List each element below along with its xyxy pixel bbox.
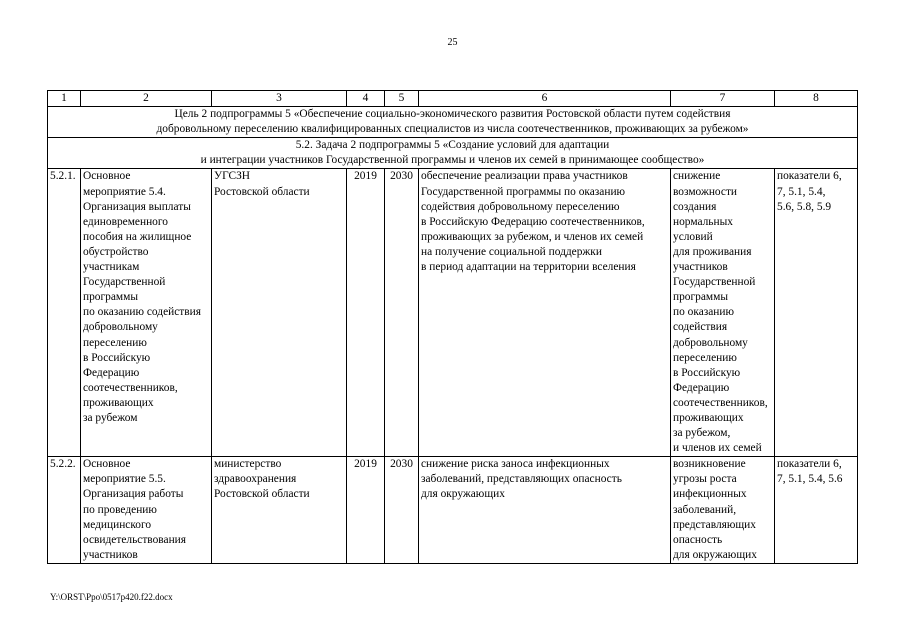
column-number-row bbox=[48, 91, 858, 107]
goal-cell bbox=[48, 107, 858, 138]
goal-line: Цель 2 подпрограммы 5 «Обеспечение социально-экономического развития Ростовской области путем содействия bbox=[174, 108, 731, 121]
expected-result bbox=[419, 169, 671, 457]
executor bbox=[212, 169, 347, 457]
program-table bbox=[47, 90, 858, 564]
column-header: 5 bbox=[385, 91, 419, 107]
executor-text: министерство здравоохранения Ростовской области bbox=[214, 458, 310, 501]
consequences-text: снижение возможности создания нормальных условий для проживания участников Государственной программы по оказанию содействия добровольному переселению в Российскую Федерацию соотечественников, проживающих за рубежом, и членов их семей bbox=[673, 170, 768, 455]
indicators bbox=[775, 169, 858, 457]
consequences bbox=[671, 169, 775, 457]
expected-result-text: снижение риска заноса инфекционных заболеваний, представляющих опасность для окружающих bbox=[421, 458, 622, 501]
column-header: 4 bbox=[347, 91, 385, 107]
indicators-text: показатели 6, 7, 5.1, 5.4, 5.6, 5.8, 5.9 bbox=[777, 170, 842, 213]
consequences-text: возникновение угрозы роста инфекционных заболеваний, представляющих опасность для окружающих bbox=[673, 458, 757, 561]
column-header: 6 bbox=[419, 91, 671, 107]
task-row bbox=[48, 138, 858, 169]
column-header: 7 bbox=[671, 91, 775, 107]
measure-name bbox=[81, 457, 212, 564]
executor bbox=[212, 457, 347, 564]
column-header: 8 bbox=[775, 91, 858, 107]
column-header: 1 bbox=[48, 91, 81, 107]
goal-line: добровольному переселению квалифицированных специалистов из числа соотечественников, проживающих за рубежом» bbox=[156, 123, 749, 136]
end-year: 2030 bbox=[385, 169, 419, 457]
expected-result-text: обеспечение реализации права участников Государственной программы по оказанию содействия добровольному переселению в Российскую Федерацию соотечественников, проживающих за рубежом, и членов их семей на получение социальной поддержки в период адаптации на территории вселения bbox=[421, 170, 645, 274]
column-header: 2 bbox=[81, 91, 212, 107]
executor-text: УГСЗН Ростовской области bbox=[214, 170, 310, 198]
task-line: 5.2. Задача 2 подпрограммы 5 «Создание условий для адаптации bbox=[295, 139, 610, 152]
row-number: 5.2.2. bbox=[48, 457, 81, 564]
end-year: 2030 bbox=[385, 457, 419, 564]
table-row bbox=[48, 457, 858, 564]
task-cell bbox=[48, 138, 858, 169]
measure-name bbox=[81, 169, 212, 457]
start-year: 2019 bbox=[347, 457, 385, 564]
task-line: и интеграции участников Государственной программы и членов их семей в принимающее сообщество» bbox=[200, 154, 705, 167]
indicators-text: показатели 6, 7, 5.1, 5.4, 5.6 bbox=[777, 458, 843, 486]
goal-row bbox=[48, 107, 858, 138]
consequences bbox=[671, 457, 775, 564]
start-year: 2019 bbox=[347, 169, 385, 457]
measure-name-text: Основное мероприятие 5.5. Организация работы по проведению медицинского освидетельствования участников bbox=[83, 458, 187, 561]
table-row bbox=[48, 169, 858, 457]
page-number: 25 bbox=[447, 37, 458, 48]
column-header: 3 bbox=[212, 91, 347, 107]
indicators bbox=[775, 457, 858, 564]
measure-name-text: Основное мероприятие 5.4. Организация выплаты единовременного пособия на жилищное обустройство участникам Государственной программы по оказанию содействия добровольному переселению в Российскую Федерацию соотечественников, проживающих за рубежом bbox=[83, 170, 201, 424]
row-number: 5.2.1. bbox=[48, 169, 81, 457]
file-path-footer: Y:\ORST\Ppo\0517p420.f22.docx bbox=[50, 592, 173, 602]
expected-result bbox=[419, 457, 671, 564]
